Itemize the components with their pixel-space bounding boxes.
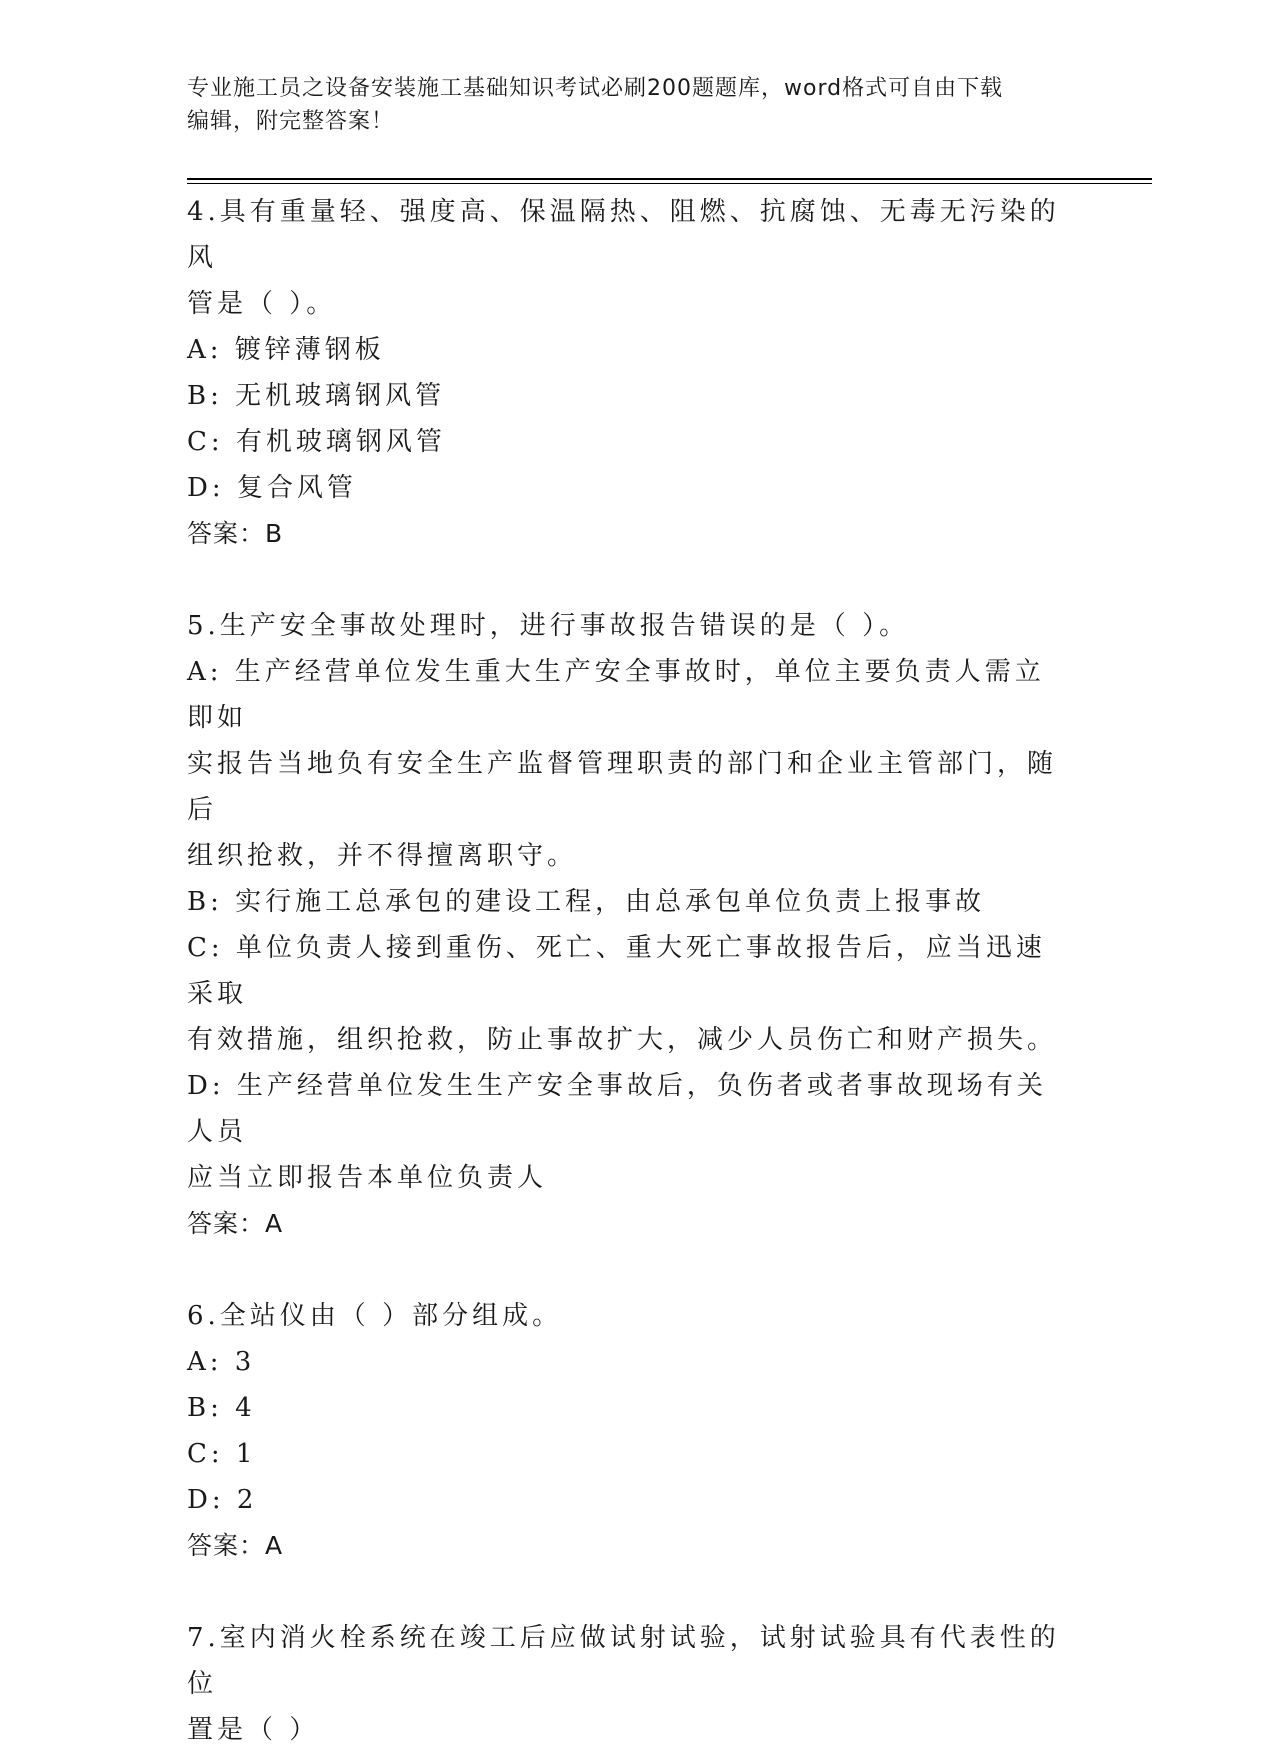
question-4-stem-line-1: 4.具有重量轻、强度高、保温隔热、阻燃、抗腐蚀、无毒无污染的风	[187, 197, 1060, 273]
question-6-option-a: A: 3	[187, 1347, 256, 1377]
question-4-option-a: A: 镀锌薄钢板	[187, 335, 385, 365]
question-5-option-b: B: 实行施工总承包的建设工程，由总承包单位负责上报事故	[187, 887, 986, 917]
question-4-option-b: B: 无机玻璃钢风管	[187, 381, 446, 411]
question-6-option-b: B: 4	[187, 1393, 256, 1423]
question-6-option-c: C: 1	[187, 1439, 257, 1469]
question-4-option-d: D: 复合风管	[187, 473, 357, 503]
question-6-option-d: D: 2	[187, 1485, 258, 1515]
question-spacer	[187, 1247, 1067, 1293]
header-title-line-1: 专业施工员之设备安装施工基础知识考试必刷200题题库，word格式可自由下载	[187, 76, 1004, 101]
question-spacer	[187, 557, 1067, 603]
question-5-option-a-line-1: A: 生产经营单位发生重大生产安全事故时，单位主要负责人需立即如	[187, 657, 1045, 733]
question-5-stem-line-1: 5.生产安全事故处理时，进行事故报告错误的是（ ）。	[187, 611, 910, 641]
header-divider-thin	[187, 183, 1152, 184]
question-spacer	[187, 1569, 1067, 1615]
question-4	[187, 189, 1067, 557]
question-4-answer: 答案：B	[187, 519, 284, 548]
question-6	[187, 1293, 1067, 1569]
question-7-stem-line-2: 置是（ ）	[187, 1715, 320, 1745]
question-7-stem-line-1: 7.室内消火栓系统在竣工后应做试射试验，试射试验具有代表性的位	[187, 1623, 1060, 1699]
question-5-option-d-line-1: D: 生产经营单位发生生产安全事故后，负伤者或者事故现场有关人员	[187, 1071, 1047, 1147]
question-5-answer: 答案：A	[187, 1209, 284, 1238]
question-6-answer: 答案：A	[187, 1531, 284, 1560]
document-header	[187, 72, 1067, 138]
question-5	[187, 603, 1067, 1247]
header-divider-thick	[187, 178, 1152, 180]
question-5-option-c-line-2: 有效措施，组织抢救，防止事故扩大，减少人员伤亡和财产损失。	[187, 1025, 1058, 1055]
question-5-option-a-line-3: 组织抢救，并不得擅离职守。	[187, 841, 578, 871]
header-title-line-2: 编辑，附完整答案！	[187, 109, 395, 134]
question-5-option-a-line-2: 实报告当地负有安全生产监督管理职责的部门和企业主管部门，随后	[187, 749, 1058, 825]
question-4-option-c: C: 有机玻璃钢风管	[187, 427, 446, 457]
question-list	[187, 189, 1067, 1753]
question-6-stem-line-1: 6.全站仪由（ ）部分组成。	[187, 1301, 563, 1331]
question-5-option-c-line-1: C: 单位负责人接到重伤、死亡、重大死亡事故报告后，应当迅速采取	[187, 933, 1046, 1009]
question-7	[187, 1615, 1067, 1753]
question-5-option-d-line-2: 应当立即报告本单位负责人	[187, 1163, 548, 1193]
question-4-stem-line-2: 管是（ ）。	[187, 289, 337, 319]
